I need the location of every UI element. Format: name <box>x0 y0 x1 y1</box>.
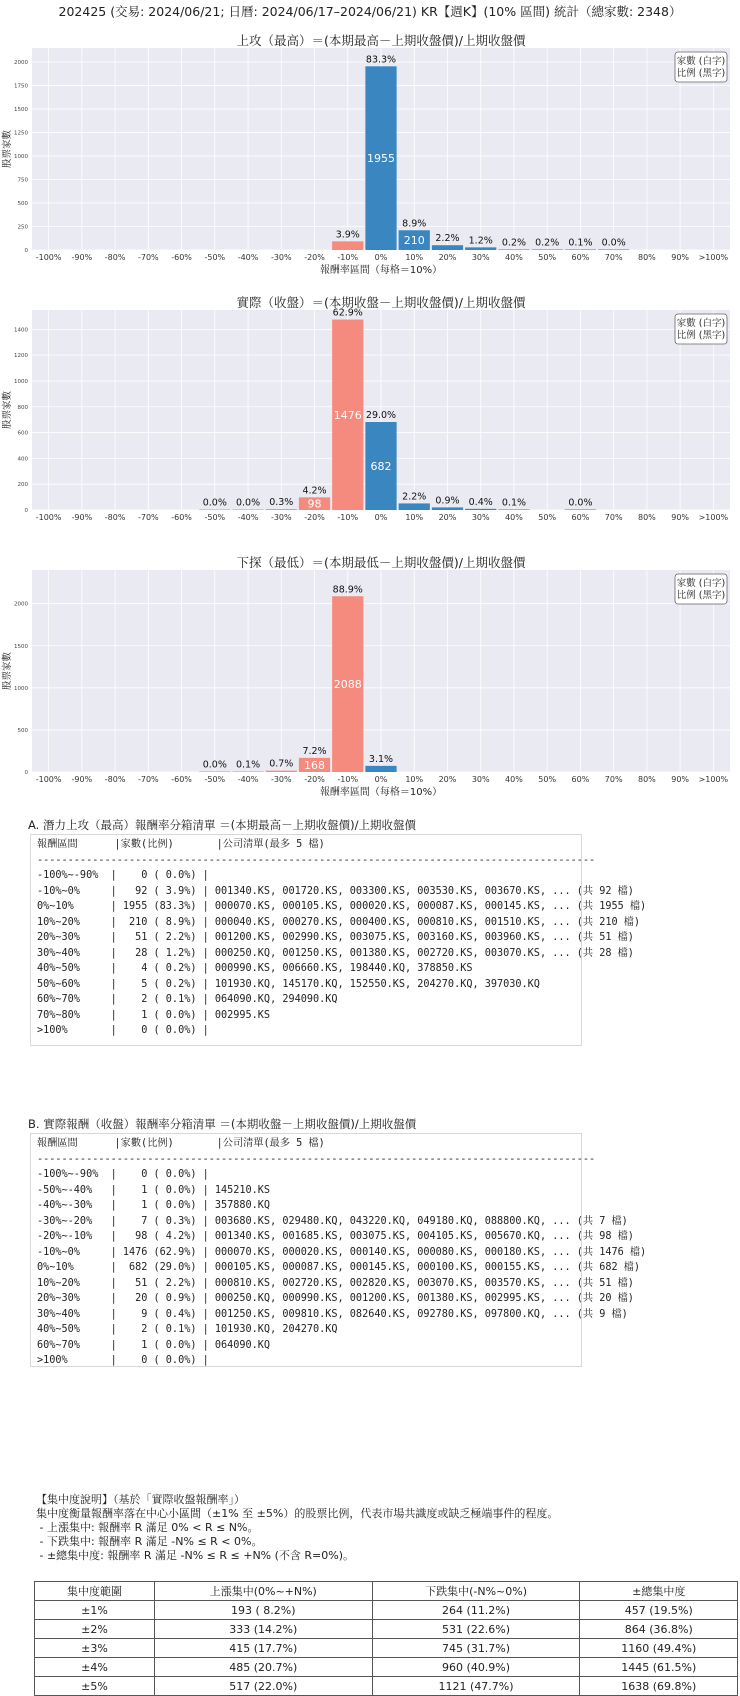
table-cell: 517 (22.0%) <box>154 1677 372 1696</box>
bar-percent-label: 0.1% <box>501 497 527 509</box>
x-tick-label: 70% <box>604 775 623 784</box>
section-a-list <box>30 834 647 1046</box>
y-tick-label: 750 <box>17 177 28 184</box>
list-line: -100%~-90% | 0 ( 0.0%) | <box>37 870 209 881</box>
bar-percent-label: 0.0% <box>568 497 593 509</box>
section-b-title: B. 實際報酬（收盤）報酬率分箱清單 ＝(本期收盤－上期收盤價)/上期收盤價 <box>28 1117 417 1131</box>
x-tick-label: -30% <box>270 253 292 262</box>
x-tick-label: -50% <box>204 513 226 522</box>
x-tick-label: -20% <box>304 253 325 262</box>
x-tick-label: -20% <box>304 513 325 522</box>
table-row <box>35 1658 738 1677</box>
y-tick-label: 0 <box>24 248 28 254</box>
table-cell: 864 (36.8%) <box>580 1620 738 1639</box>
x-tick-label: -80% <box>104 253 126 262</box>
concentration-note: 集中度衡量報酬率落在中心小區間（±1% 至 ±5%）的股票比例，代表市場共識度或缺乏極端事件的程度。 <box>36 1507 559 1520</box>
legend-entry: 家數 (白字) <box>676 578 726 589</box>
y-axis-label: 股票家數 <box>2 390 13 430</box>
x-tick-label: 80% <box>638 775 656 784</box>
y-tick-label: 600 <box>17 430 28 437</box>
list-line: 70%~80% | 1 ( 0.0%) | 002995.KS <box>37 1009 271 1021</box>
bar-percent-label: 0.9% <box>435 495 460 507</box>
bar-percent-label: 29.0% <box>365 410 397 421</box>
x-tick-label: -30% <box>270 513 292 522</box>
concentration-note: - ±總集中度: 報酬率 R 滿足 -N% ≤ R ≤ +N% (不含 R=0%)。 <box>36 1549 355 1562</box>
bar <box>332 241 363 250</box>
y-tick-label: 1500 <box>14 643 28 650</box>
table-row <box>35 1620 738 1639</box>
y-tick-label: 800 <box>17 404 28 411</box>
bar <box>565 250 596 251</box>
y-tick-label: 500 <box>17 201 28 208</box>
x-tick-label: -100% <box>35 513 62 522</box>
table-cell: ±3% <box>35 1639 155 1658</box>
list-line: 20%~30% | 20 ( 0.9%) | 000250.KQ, 000990.KS, 001200.KS, 001380.KS, 002995.KS, ... (共 20 檔) <box>37 1293 634 1304</box>
bar-percent-label: 3.1% <box>368 753 394 765</box>
table-header-cell: ±總集中度 <box>580 1582 738 1601</box>
x-tick-label: 0% <box>374 253 388 262</box>
bar-count-label: 1476 <box>333 408 362 422</box>
bar-percent-label: 2.2% <box>435 233 460 245</box>
bar-percent-label: 7.2% <box>302 745 327 757</box>
x-tick-label: 40% <box>505 513 523 522</box>
bar-count-label: 168 <box>304 758 326 772</box>
legend-entry: 家數 (白字) <box>676 318 726 329</box>
x-tick-label: -20% <box>304 775 325 784</box>
x-tick-label: -100% <box>35 253 62 262</box>
x-tick-label: 10% <box>405 253 424 262</box>
bar-percent-label: 83.3% <box>365 54 397 66</box>
table-cell: 1445 (61.5%) <box>580 1658 738 1677</box>
x-tick-label: 60% <box>571 253 590 262</box>
x-tick-label: 50% <box>538 253 557 262</box>
x-tick-label: 10% <box>405 775 424 784</box>
x-tick-label: 40% <box>505 253 523 262</box>
x-tick-label: -90% <box>71 253 93 262</box>
bar <box>232 510 263 511</box>
table-row <box>35 1639 738 1658</box>
list-line: 10%~20% | 210 ( 8.9%) | 000040.KS, 000270.KS, 000400.KS, 000810.KS, 001510.KS, ... (共 210 檔) <box>37 916 641 928</box>
y-tick-label: 1000 <box>14 154 28 161</box>
y-tick-label: 1500 <box>14 107 28 114</box>
x-tick-label: 70% <box>604 513 623 522</box>
y-tick-label: 1200 <box>14 353 28 360</box>
x-tick-label: 50% <box>538 513 557 522</box>
y-tick-label: 500 <box>17 727 28 734</box>
table-cell: 333 (14.2%) <box>154 1620 372 1639</box>
bar-percent-label: 0.3% <box>269 497 294 509</box>
table-cell: ±4% <box>35 1658 155 1677</box>
y-tick-label: 1000 <box>14 685 28 692</box>
list-line: >100% | 0 ( 0.0%) | <box>37 1025 209 1036</box>
table-header-cell: 集中度範圍 <box>35 1582 155 1601</box>
list-line: -20%~-10% | 98 ( 4.2%) | 001340.KS, 001685.KS, 003075.KS, 004105.KS, 005670.KQ, ... (共 98 檔) <box>37 1231 634 1242</box>
y-tick-label: 2000 <box>14 601 28 608</box>
x-tick-label: -100% <box>35 775 62 784</box>
list-line: -30%~-20% | 7 ( 0.3%) | 003680.KS, 029480.KQ, 043220.KQ, 049180.KQ, 088800.KQ, ... (共 7 檔) <box>37 1215 628 1227</box>
table-cell: ±1% <box>35 1601 155 1620</box>
x-tick-label: 60% <box>571 775 590 784</box>
table-cell: 960 (40.9%) <box>372 1658 580 1677</box>
table-cell: 1638 (69.8%) <box>580 1677 738 1696</box>
table-cell: 531 (22.6%) <box>372 1620 580 1639</box>
bar-percent-label: 0.0% <box>235 497 261 509</box>
x-tick-label: -90% <box>71 513 93 522</box>
list-line: ------------------------------------------------------------------------------------------- <box>37 854 596 866</box>
x-tick-label: 70% <box>604 253 623 262</box>
bar-percent-label: 0.1% <box>235 759 261 771</box>
y-tick-label: 1000 <box>14 378 28 385</box>
bar <box>432 507 463 510</box>
x-axis-label: 報酬率區間（每格＝10%） <box>319 787 443 798</box>
bar-percent-label: 0.0% <box>202 497 227 509</box>
page-title: 202425 (交易: 2024/06/21; 日曆: 2024/06/17–2024/06/21) KR【週K】(10% 區間) 統計（總家數: 2348） <box>58 4 682 19</box>
table-row <box>35 1601 738 1620</box>
bar <box>432 245 463 250</box>
list-line: -10%~0% | 92 ( 3.9%) | 001340.KS, 001720.KS, 003300.KS, 003530.KS, 003670.KS, ... (共 92 檔) <box>37 885 634 897</box>
legend-entry: 比例 (黑字) <box>676 68 726 79</box>
y-tick-label: 400 <box>17 456 28 463</box>
section-b-list <box>30 1133 647 1367</box>
list-line: 報酬區間 |家數(比例) |公司清單(最多 5 檔) <box>37 839 325 850</box>
chart-actual-close <box>0 296 740 550</box>
table-cell: 485 (20.7%) <box>154 1658 372 1677</box>
list-line: 報酬區間 |家數(比例) |公司清單(最多 5 檔) <box>37 1138 325 1149</box>
list-line: 10%~20% | 51 ( 2.2%) | 000810.KS, 002720.KS, 002820.KS, 003070.KS, 003570.KS, ... (共 51 檔) <box>37 1277 634 1289</box>
x-tick-label: -80% <box>104 775 126 784</box>
table-row <box>35 1677 738 1696</box>
x-tick-label: 50% <box>538 775 557 784</box>
list-line: 50%~60% | 5 ( 0.2%) | 101930.KQ, 145170.KQ, 152550.KS, 204270.KQ, 397030.KQ <box>37 978 540 990</box>
table-header-cell: 下跌集中(-N%~0%) <box>372 1582 580 1601</box>
list-line: 0%~10% | 1955 (83.3%) | 000070.KS, 000105.KS, 000020.KS, 000087.KS, 000145.KS, ... (共 1955 檔) <box>37 901 647 912</box>
table-cell: 1160 (49.4%) <box>580 1639 738 1658</box>
x-tick-label: 90% <box>671 253 690 262</box>
x-tick-label: -30% <box>270 775 292 784</box>
bar <box>532 250 563 251</box>
bar <box>465 509 496 510</box>
list-line: 30%~40% | 28 ( 1.2%) | 000250.KQ, 001250.KS, 001380.KS, 002720.KS, 003070.KS, ... (共 28 檔) <box>37 947 634 959</box>
table-cell: ±5% <box>35 1677 155 1696</box>
x-tick-label: 30% <box>471 513 490 522</box>
concentration-notes <box>36 1493 558 1563</box>
bar-percent-label: 88.9% <box>332 584 363 596</box>
y-tick-label: 1400 <box>14 327 28 334</box>
x-tick-label: 80% <box>638 253 656 262</box>
bar <box>232 772 263 773</box>
x-tick-label: -60% <box>171 253 192 262</box>
bar-percent-label: 0.7% <box>269 758 294 770</box>
bar <box>498 510 529 511</box>
bar <box>266 771 297 772</box>
bar-percent-label: 8.9% <box>402 218 427 230</box>
bar-percent-label: 4.2% <box>302 485 327 497</box>
bar <box>399 503 430 510</box>
bar-percent-label: 3.9% <box>335 229 360 241</box>
bar <box>565 510 596 511</box>
x-tick-label: 0% <box>374 513 388 522</box>
x-tick-label: -90% <box>71 775 93 784</box>
table-cell: 745 (31.7%) <box>372 1639 580 1658</box>
y-tick-label: 2000 <box>14 60 28 67</box>
list-line: -40%~-30% | 1 ( 0.0%) | 357880.KQ <box>37 1200 271 1211</box>
x-tick-label: -60% <box>171 513 192 522</box>
bar-count-label: 2088 <box>333 678 362 692</box>
x-tick-label: -40% <box>237 513 259 522</box>
x-tick-label: 10% <box>405 513 424 522</box>
section-a-title: A. 潛力上攻（最高）報酬率分箱清單 ＝(本期最高－上期收盤價)/上期收盤價 <box>28 818 416 832</box>
list-line: 40%~50% | 2 ( 0.1%) | 101930.KQ, 204270.KQ <box>37 1324 338 1335</box>
bar-percent-label: 0.1% <box>568 237 593 249</box>
x-tick-label: >100% <box>698 775 729 784</box>
list-line: -100%~-90% | 0 ( 0.0%) | <box>37 1169 209 1180</box>
table-cell: 264 (11.2%) <box>372 1601 580 1620</box>
y-axis-label: 股票家數 <box>2 129 13 169</box>
bar-percent-label: 0.2% <box>535 237 560 249</box>
list-line: 60%~70% | 2 ( 0.1%) | 064090.KQ, 294090.KQ <box>37 994 338 1005</box>
x-tick-label: -70% <box>137 513 159 522</box>
y-tick-label: 200 <box>17 482 28 489</box>
x-tick-label: 80% <box>638 513 656 522</box>
x-tick-label: -70% <box>137 775 159 784</box>
x-tick-label: >100% <box>698 513 729 522</box>
x-tick-label: -10% <box>337 253 359 262</box>
table-cell: 1121 (47.7%) <box>372 1677 580 1696</box>
list-line: 40%~50% | 4 ( 0.2%) | 000990.KS, 006660.KS, 198440.KQ, 378850.KS <box>37 963 473 974</box>
x-tick-label: 90% <box>671 775 690 784</box>
y-tick-label: 1250 <box>14 130 28 137</box>
x-tick-label: -10% <box>337 513 359 522</box>
x-tick-label: -50% <box>204 775 226 784</box>
table-cell: 193 ( 8.2%) <box>154 1601 372 1620</box>
list-line: -10%~0% | 1476 (62.9%) | 000070.KS, 000020.KS, 000140.KS, 000080.KS, 000180.KS, ... (共 1476 檔) <box>37 1246 647 1258</box>
list-line: 60%~70% | 1 ( 0.0%) | 064090.KQ <box>37 1339 271 1351</box>
chart-downside-low <box>0 556 740 812</box>
bar-count-label: 1955 <box>367 152 395 166</box>
x-tick-label: -80% <box>104 513 126 522</box>
bar <box>598 250 629 251</box>
bar <box>266 509 297 510</box>
bar <box>365 766 396 772</box>
list-line: 30%~40% | 9 ( 0.4%) | 001250.KS, 009810.KS, 082640.KS, 092780.KS, 097800.KQ, ... (共 9 檔) <box>37 1308 628 1320</box>
x-tick-label: 0% <box>374 775 388 784</box>
x-tick-label: -50% <box>204 253 226 262</box>
x-tick-label: 30% <box>471 775 490 784</box>
legend-entry: 家數 (白字) <box>676 56 726 67</box>
concentration-note: - 上漲集中: 報酬率 R 滿足 0% < R ≤ N%。 <box>36 1521 259 1534</box>
table-header-cell: 上漲集中(0%~+N%) <box>154 1582 372 1601</box>
table-cell: 415 (17.7%) <box>154 1639 372 1658</box>
bar-percent-label: 0.0% <box>601 237 626 249</box>
y-tick-label: 1750 <box>14 83 28 90</box>
y-tick-label: 0 <box>24 508 28 514</box>
x-tick-label: >100% <box>698 253 729 262</box>
x-tick-label: -40% <box>237 775 259 784</box>
legend-entry: 比例 (黑字) <box>676 590 726 601</box>
table-cell: 457 (19.5%) <box>580 1601 738 1620</box>
x-tick-label: 90% <box>671 513 690 522</box>
x-tick-label: 20% <box>438 253 457 262</box>
chart-title: 上攻（最高）＝(本期最高－上期收盤價)/上期收盤價 <box>236 34 526 48</box>
bar-percent-label: 2.2% <box>402 491 427 503</box>
x-tick-label: -10% <box>337 775 359 784</box>
y-tick-label: 0 <box>24 770 28 776</box>
bar <box>199 772 230 773</box>
chart-title: 實際（收盤）＝(本期收盤－上期收盤價)/上期收盤價 <box>236 296 526 310</box>
bar-count-label: 210 <box>403 234 425 248</box>
bar-percent-label: 62.9% <box>332 307 363 319</box>
x-tick-label: 30% <box>471 253 490 262</box>
x-tick-label: 20% <box>438 513 457 522</box>
y-tick-label: 250 <box>17 224 28 231</box>
list-line: -50%~-40% | 1 ( 0.0%) | 145210.KS <box>37 1184 271 1196</box>
bar-percent-label: 0.2% <box>501 237 527 249</box>
bar-count-label: 98 <box>307 497 322 511</box>
bar <box>498 250 529 251</box>
legend-entry: 比例 (黑字) <box>676 330 726 341</box>
x-tick-label: 60% <box>571 513 590 522</box>
y-axis-label: 股票家數 <box>2 651 13 691</box>
x-tick-label: -70% <box>137 253 159 262</box>
x-axis-label: 報酬率區間（每格＝10%） <box>319 265 443 276</box>
chart-upside-high <box>0 34 740 290</box>
bar-percent-label: 0.0% <box>202 759 227 771</box>
bar-percent-label: 0.4% <box>468 496 493 508</box>
bar-percent-label: 1.2% <box>468 235 493 247</box>
concentration-table <box>34 1581 738 1696</box>
list-line: 0%~10% | 682 (29.0%) | 000105.KS, 000087.KS, 000145.KS, 000100.KS, 000155.KS, ... (共 682 檔) <box>37 1262 641 1273</box>
x-tick-label: 40% <box>505 775 523 784</box>
x-tick-label: 20% <box>438 775 457 784</box>
chart-title: 下探（最低）＝(本期最低－上期收盤價)/上期收盤價 <box>236 556 526 570</box>
concentration-note: 【集中度說明】（基於「實際收盤報酬率」） <box>36 1493 245 1506</box>
list-line: 20%~30% | 51 ( 2.2%) | 001200.KS, 002990.KS, 003075.KS, 003160.KS, 003960.KS, ... (共 51 檔) <box>37 932 634 943</box>
bar-count-label: 682 <box>370 460 392 473</box>
concentration-note: - 下跌集中: 報酬率 R 滿足 -N% ≤ R < 0%。 <box>36 1535 263 1548</box>
bar <box>199 510 230 511</box>
list-line: >100% | 0 ( 0.0%) | <box>37 1355 209 1366</box>
bar <box>465 247 496 250</box>
table-cell: ±2% <box>35 1620 155 1639</box>
list-line: ------------------------------------------------------------------------------------------- <box>37 1153 596 1165</box>
x-tick-label: -40% <box>237 253 259 262</box>
x-tick-label: -60% <box>171 775 192 784</box>
